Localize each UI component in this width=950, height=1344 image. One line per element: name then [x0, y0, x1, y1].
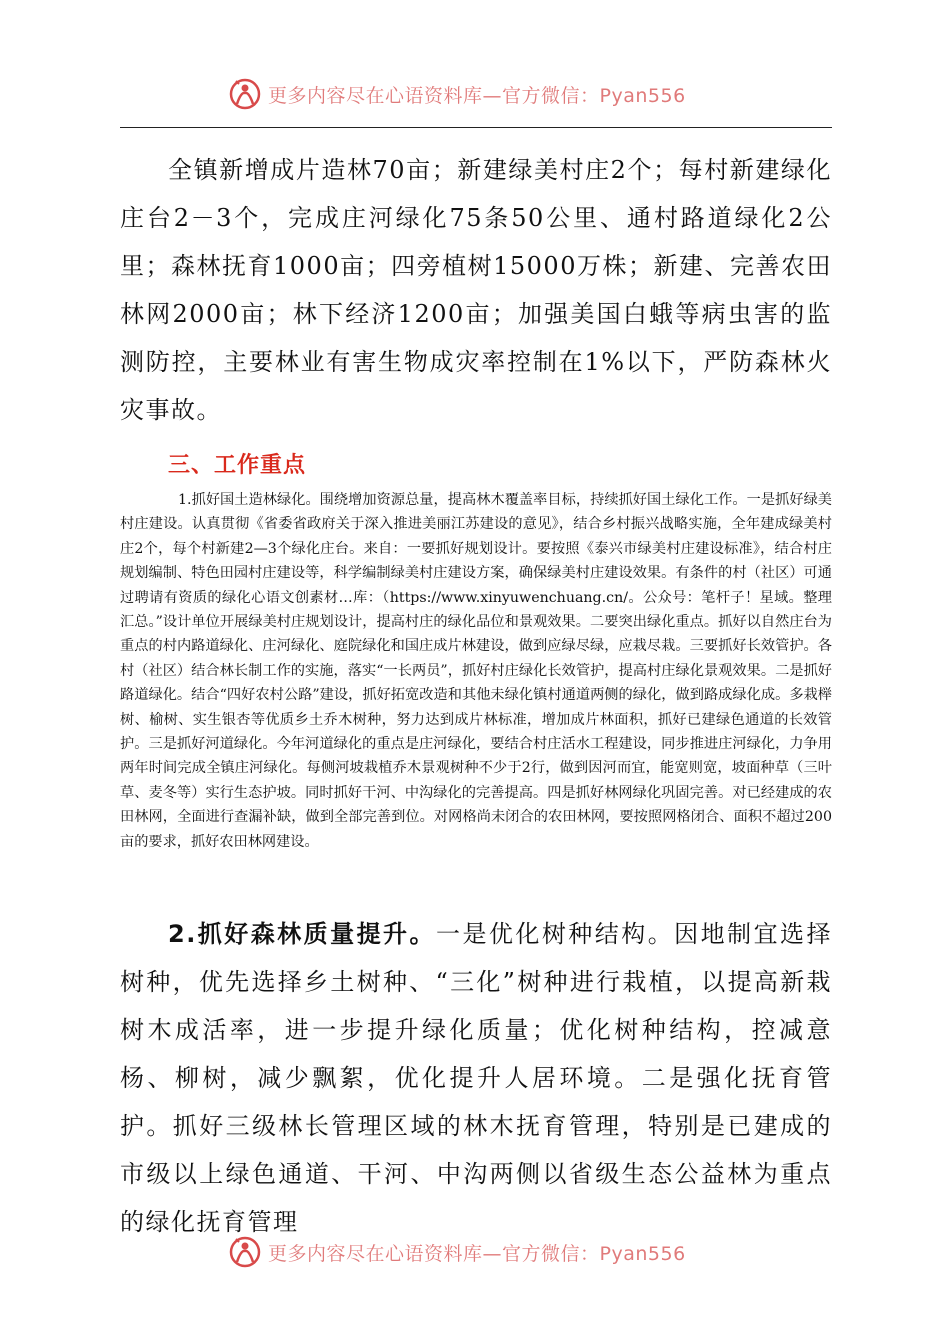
red-circle-person-logo-icon — [228, 1235, 262, 1269]
watermark-text: 更多内容尽在心语资料库—官方微信：Pyan556 — [268, 84, 686, 107]
paragraph-forest-quality — [120, 910, 832, 1246]
paragraph-lead-bold: 2.抓好森林质量提升。 — [168, 920, 436, 948]
header-watermark-banner — [0, 74, 950, 114]
paragraph-targets: 全镇新增成片造林70亩；新建绿美村庄2个；每村新建绿化庄台2－3个，完成庄河绿化75条50公里、通村路道绿化2公里；森林抚育1000亩；四旁植树15000万株；新建、完善农田林网2000亩；林下经济1200亩；加强美国白蛾等病虫害的监测防控，主要林业有害生物成灾率控制在1%以下，严防森林火灾事故。 — [120, 156, 832, 424]
watermark-text: 更多内容尽在心语资料库—官方微信：Pyan556 — [268, 1242, 686, 1265]
paragraph-body-text: 一是优化树种结构。因地制宜选择树种，优先选择乡土树种、“三化”树种进行栽植，以提高新栽树木成活率，进一步提升绿化质量；优化树种结构，控减意杨、柳树，减少飘絮，优化提升人居环境。二是强化抚育管护。抓好三级林长管理区域的林木抚育管理，特别是已建成的市级以上绿色通道、干河、中沟两侧以省级生态公益林为重点的绿化抚育管理 — [120, 920, 833, 1236]
section-heading: 三、工作重点 — [168, 453, 307, 478]
red-circle-person-logo-icon — [228, 77, 262, 111]
paragraph-land-greening: 1.抓好国土造林绿化。围绕增加资源总量，提高林木覆盖率目标，持续抓好国土绿化工作。一是抓好绿美村庄建设。认真贯彻《省委省政府关于深入推进美丽江苏建设的意见》，结合乡村振兴战略实施，全年建成绿美村庄2个，每个村新建2—3个绿化庄台。来自：一要抓好规划设计。要按照《泰兴市绿美村庄建设标准》，结合村庄规划编制、特色田园村庄建设等，科学编制绿美村庄建设方案，确保绿美村庄建设效果。有条件的村（社区）可通过聘请有资质的绿化心语文创素材…库：（https://www.xinyuwenchuang.cn/。公众号：笔杆子！星域。整理汇总。”设计单位开展绿美村庄规划设计，提高村庄的绿化品位和景观效果。二要突出绿化重点。抓好以自然庄台为重点的村内路道绿化、庄河绿化、庭院绿化和国庄成片林建设，做到应绿尽绿，应栽尽栽。三要抓好长效管护。各村（社区）结合林长制工作的实施，落实“一长两员”，抓好村庄绿化长效管护，提高村庄绿化景观效果。二是抓好路道绿化。结合“四好农村公路”建设，抓好拓宽改造和其他未绿化镇村通道两侧的绿化，做到路成绿化成。多栽榉树、榆树、实生银杏等优质乡土乔木树种，努力达到成片林标准，增加成片林面积，抓好已建绿色通道的长效管护。三是抓好河道绿化。今年河道绿化的重点是庄河绿化，要结合村庄活水工程建设，同步推进庄河绿化，力争用两年时间完成全镇庄河绿化。每侧河坡栽植乔木景观树种不少于2行，做到因河而宜，能宽则宽，坡面种草（三叶草、麦冬等）实行生态护坡。同时抓好干河、中沟绿化的完善提高。四是抓好林网绿化巩固完善。对已经建成的农田林网，全面进行查漏补缺，做到全部完善到位。对网格尚未闭合的农田林网，要按照网格闭合、面积不超过200亩的要求，抓好农田林网建设。 — [120, 492, 832, 850]
header-divider — [120, 127, 832, 128]
footer-watermark-banner — [0, 1232, 950, 1272]
